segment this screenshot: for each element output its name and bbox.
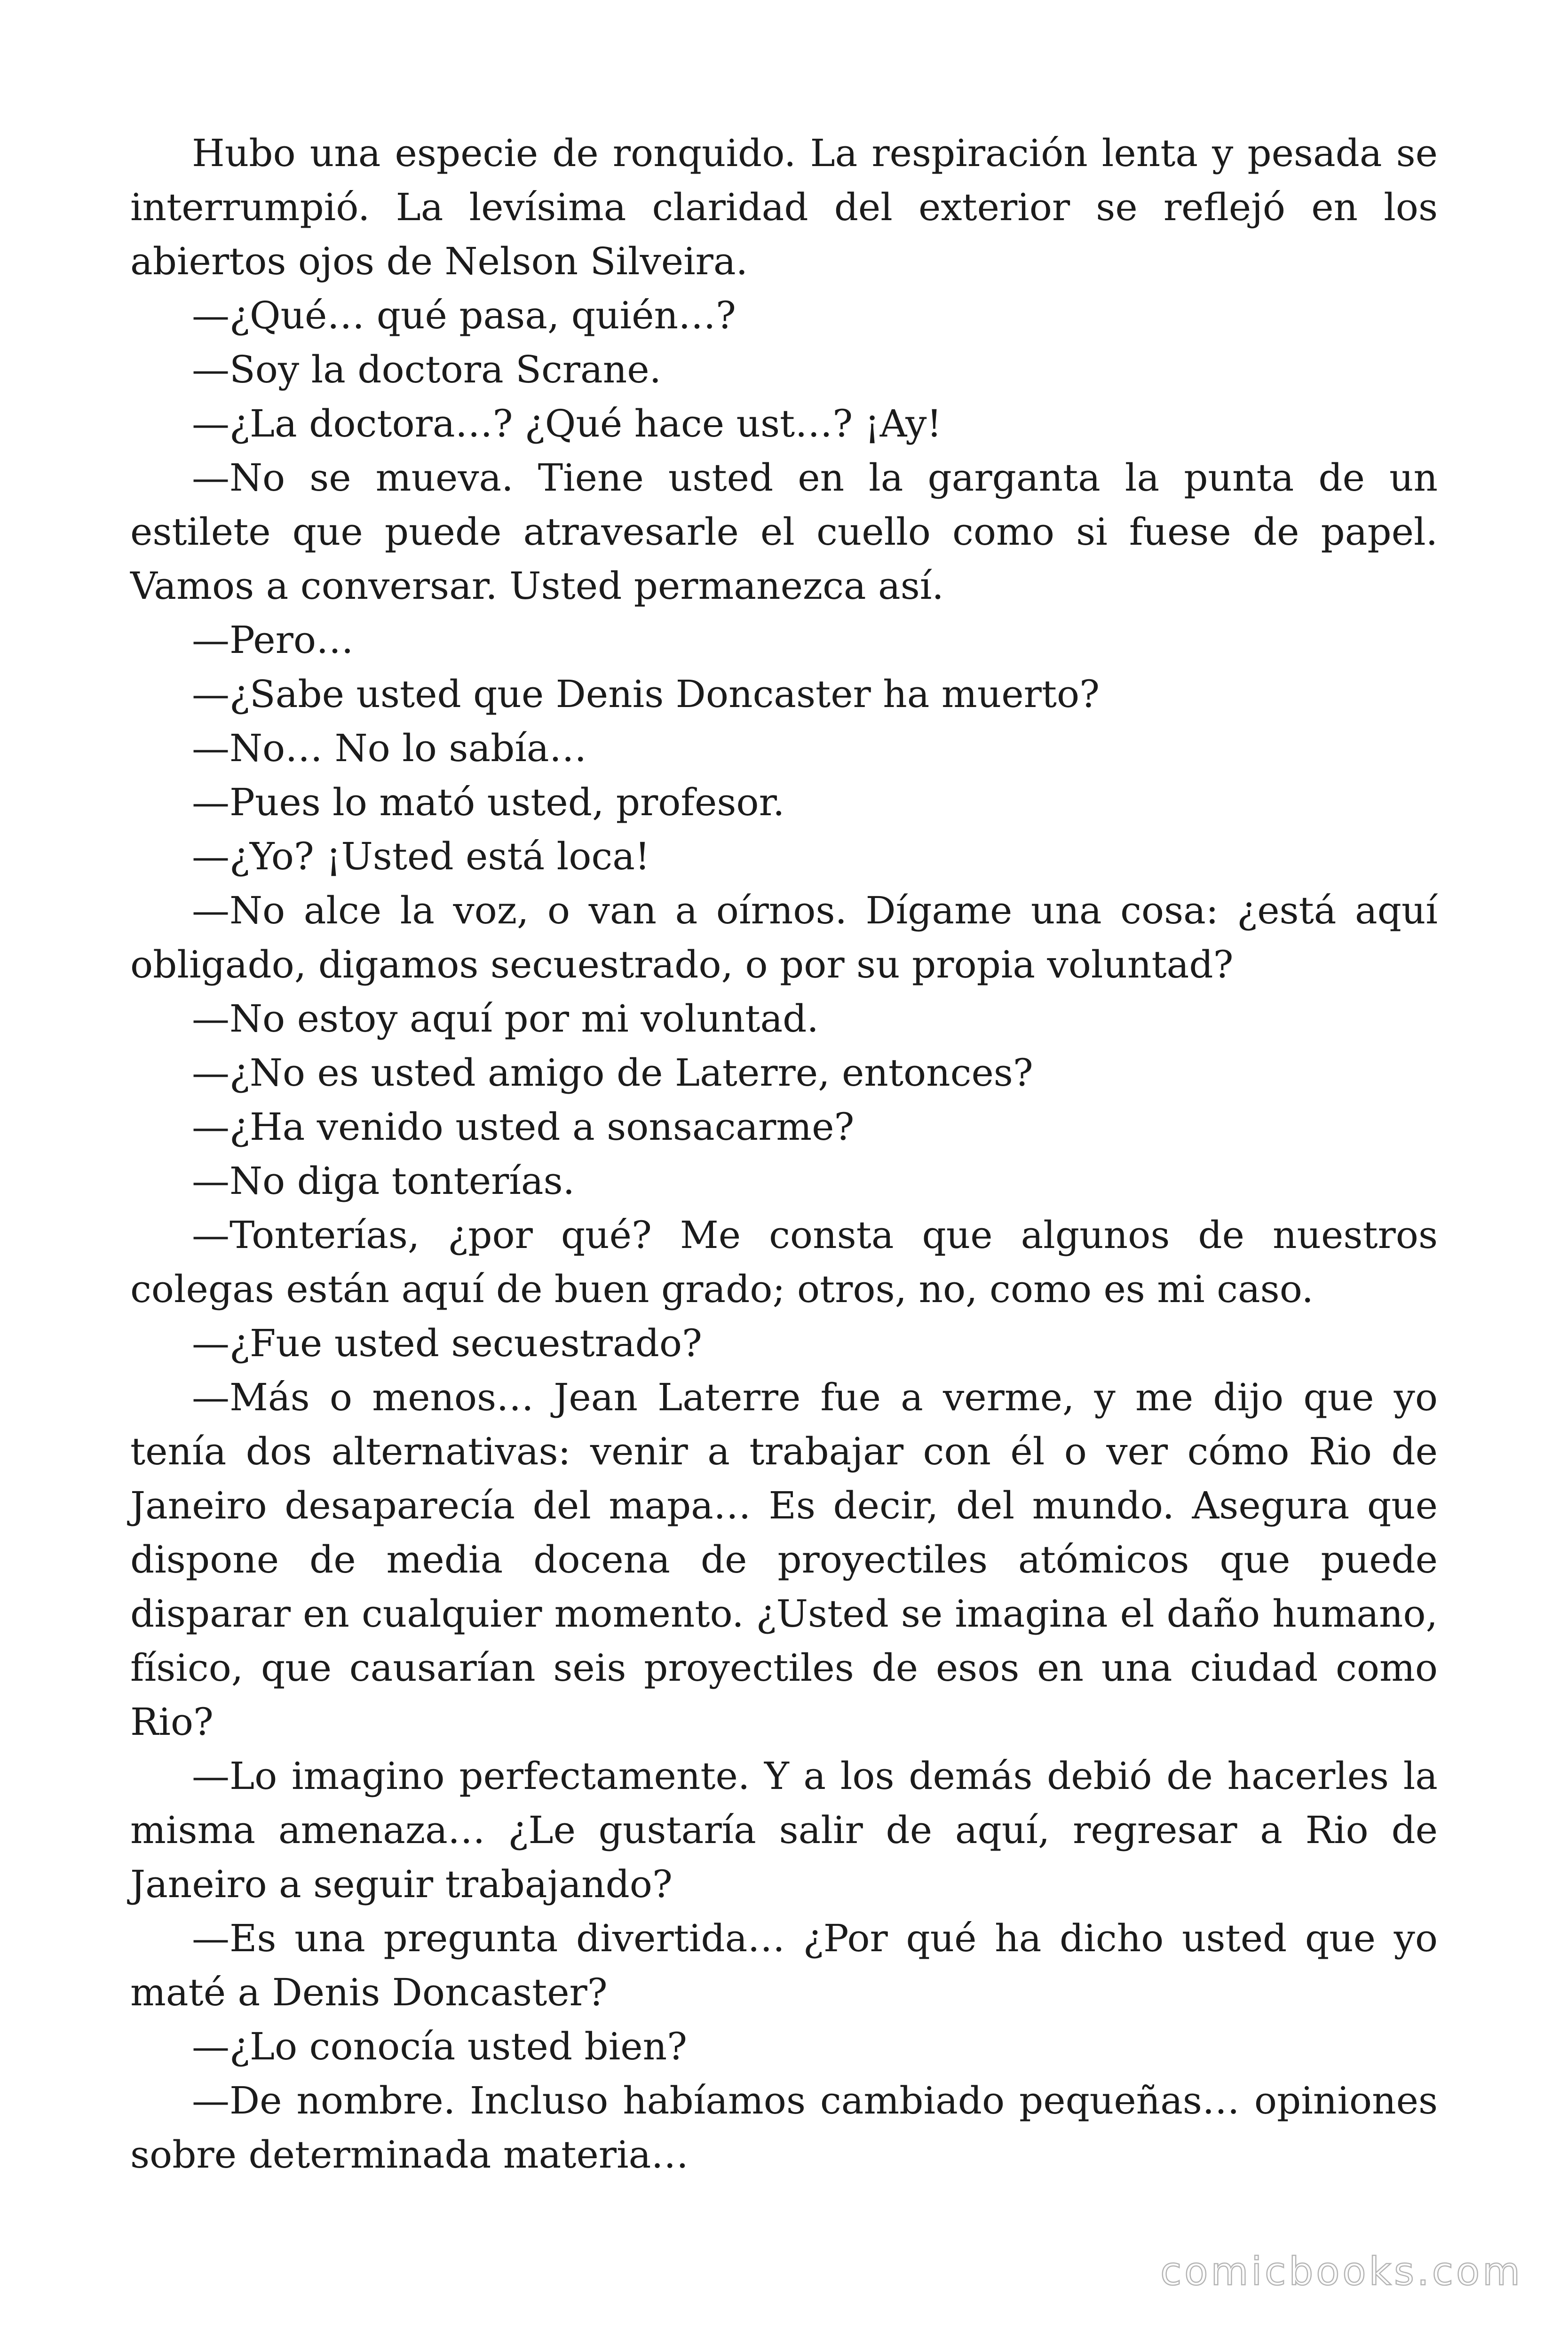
paragraph: —¿Qué… qué pasa, quién…? [192,294,736,337]
paragraph: —¿La doctora…? ¿Qué hace ust…? ¡Ay! [192,402,942,445]
paragraph: —No diga tonterías. [192,1159,575,1203]
watermark: comicbooks.com [1160,2249,1523,2294]
paragraph: —No… No lo sabía… [192,726,587,770]
paragraph: —De nombre. Incluso habíamos cambiado pequeñas… opiniones sobre determinada materia… [130,2079,1438,2177]
paragraph: —Pues lo mató usted, profesor. [192,780,785,824]
paragraph: —No estoy aquí por mi voluntad. [192,997,819,1041]
paragraph: —¿No es usted amigo de Laterre, entonces? [192,1051,1033,1095]
paragraph: —No se mueva. Tiene usted en la garganta la punta de un estilete que puede atravesarle el cuello como si fuese de papel. Vamos a conversar. Usted permanezca así. [130,456,1438,608]
paragraph: —¿Yo? ¡Usted está loca! [192,834,650,878]
book-page-text [130,126,1438,2182]
paragraph: —Es una pregunta divertida… ¿Por qué ha dicho usted que yo maté a Denis Doncaster? [130,1916,1438,2014]
paragraph: —¿Fue usted secuestrado? [192,1321,702,1365]
paragraph: —Soy la doctora Scrane. [192,348,662,391]
paragraph: —Lo imagino perfectamente. Y a los demás debió de hacerles la misma amenaza… ¿Le gustaría salir de aquí, regresar a Rio de Janeiro a seguir trabajando? [130,1754,1438,1906]
paragraph: —¿Lo conocía usted bien? [192,2025,688,2068]
paragraph: —Tonterías, ¿por qué? Me consta que algunos de nuestros colegas están aquí de buen grado; otros, no, como es mi caso. [130,1213,1438,1311]
paragraph: —Más o menos… Jean Laterre fue a verme, y me dijo que yo tenía dos alternativas: venir a trabajar con él o ver cómo Rio de Janeiro desaparecía del mapa… Es decir, del mundo. Asegura que dispone de media docena de proyectiles atómicos que puede disparar en cualquier momento. ¿Usted se imagina el daño humano, físico, que causarían seis proyectiles de esos en una ciudad como Rio? [130,1375,1438,1744]
paragraph: —Pero… [192,618,354,662]
paragraph: —¿Ha venido usted a sonsacarme? [192,1105,855,1149]
paragraph: Hubo una especie de ronquido. La respiración lenta y pesada se interrumpió. La levísima claridad del exterior se reflejó en los abiertos ojos de Nelson Silveira. [130,131,1438,283]
paragraph: —No alce la voz, o van a oírnos. Dígame una cosa: ¿está aquí obligado, digamos secuestrado, o por su propia voluntad? [130,889,1438,986]
paragraph: —¿Sabe usted que Denis Doncaster ha muerto? [192,672,1100,716]
